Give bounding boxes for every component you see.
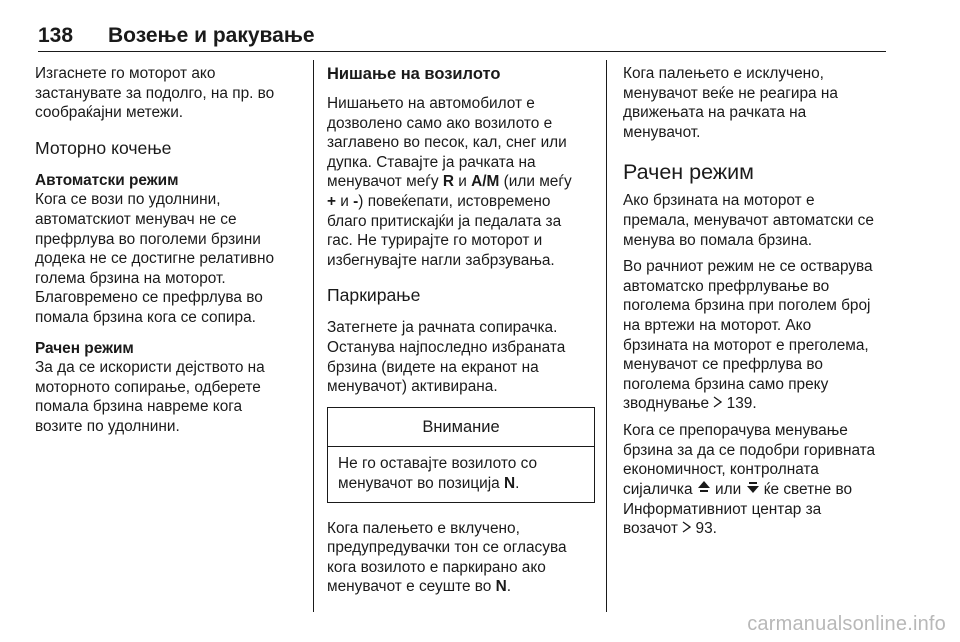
page-header	[38, 24, 886, 52]
warning-body: Не го оставајте возилото со менувачот во позиција N.	[338, 455, 538, 492]
gear-n-label: N	[495, 578, 507, 596]
gear-am-label: A/M	[471, 173, 500, 191]
page-reference-139[interactable]: 139.	[722, 395, 757, 413]
section-heading-parking: Паркирање	[327, 285, 421, 306]
ignition-on-paragraph: Кога палењето е вклучено, предупредувачки тон се огласува кога возилото е паркирано ако менувачот е сеуште во N.	[327, 519, 567, 596]
parking-paragraph: Затегнете ја рачната сопирачка. Останува најпоследно избраната брзина (видете на екранот на менувачот) активирана.	[327, 319, 566, 396]
auto-mode-paragraph: Кога се вози по удолнини, автоматскиот менувач не се префрлува во поголеми брзини додека не се достигне релативно голема брзина на моторот. Благовремено се префрлува во помала брзина кога се сопира.	[35, 191, 275, 326]
manual-mode-p3: Кога се препорачува менување брзина за да се подобри горивната економичност, контролната сијаличка или ќе светне во Информативниот центар за возачот 93.	[623, 422, 876, 538]
minus-label: -	[353, 192, 359, 210]
shift-up-icon	[697, 480, 711, 500]
subheading-manual-mode: Рачен режим	[35, 339, 134, 357]
watermark: carmanualsonline.info	[747, 613, 946, 635]
header-divider	[38, 51, 886, 52]
column-divider-1	[313, 60, 314, 612]
rocking-paragraph: Нишањето на автомобилот е дозволено само ако возилото е заглавено во песок, кал, снег или дупка. Ставајте ја рачката на менувачот меѓу R и A/M (или меѓу + и -) повеќепати, истовремено благо притискајќи ја педалата за гас. Не турирајте го моторот и избегнувајте нагли забрзувања.	[327, 95, 572, 269]
column-divider-2	[606, 60, 607, 612]
page-reference-arrow-icon	[682, 519, 691, 539]
page-number: 138	[38, 24, 74, 47]
subheading-auto-mode: Автоматски режим	[35, 171, 179, 189]
warning-box	[327, 407, 595, 503]
section-heading-manual-mode: Рачен режим	[623, 160, 754, 185]
manual-mode-p2: Во рачниот режим не се остварува автоматско префрлување во поголема брзина при поголем број на вртежи на моторот. Ако брзината на моторот е преголема, менувачот се префрлува во поголема брзина само преку зводнување 139.	[623, 258, 873, 413]
column-2	[327, 64, 595, 597]
manual-mode-p1: Ако брзината на моторот е премала, менувачот автоматски се менува во помала брзина.	[623, 192, 874, 249]
column-1	[35, 64, 303, 437]
gear-r-label: R	[442, 173, 454, 191]
gear-n-label: N	[504, 474, 516, 492]
page-title: Возење и ракување	[108, 24, 315, 47]
ignition-off-paragraph: Кога палењето е исклучено, менувачот веќе не реагира на движењата на рачката на менувачот.	[623, 65, 838, 141]
manual-mode-paragraph: За да се искористи дејството на моторното сопирање, одберете помала брзина навреме кога возите по удолнини.	[35, 359, 265, 435]
intro-paragraph: Изгаснете го моторот ако застанувате за подолго, на пр. во сообраќајни метежи.	[35, 65, 275, 122]
shift-down-icon	[746, 480, 760, 500]
section-heading-rocking: Нишање на возилото	[327, 65, 501, 83]
page-reference-93[interactable]: 93.	[691, 520, 717, 538]
plus-label: +	[327, 192, 336, 210]
warning-title: Внимание	[328, 408, 594, 448]
column-3	[623, 64, 888, 539]
section-heading-engine-braking: Моторно кочење	[35, 137, 172, 158]
